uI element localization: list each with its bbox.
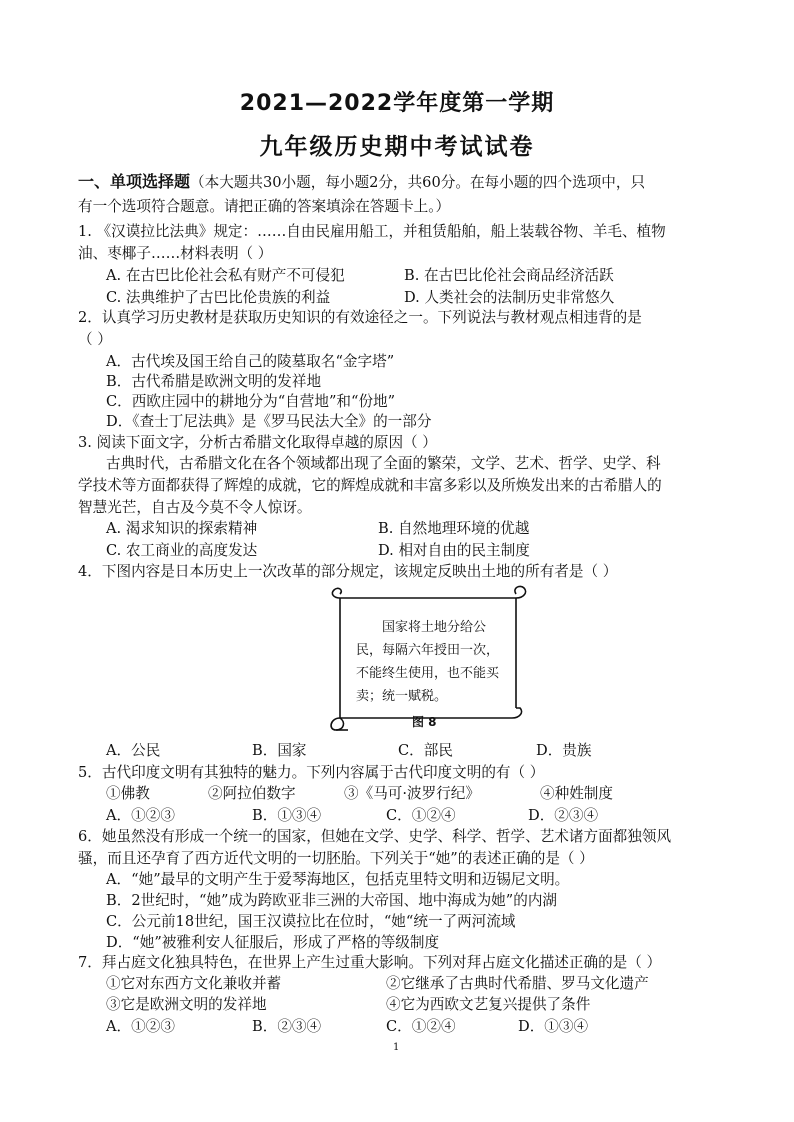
q3-passage-line-3: 智慧光芒，自古及今莫不令人惊讶。 [78,499,312,516]
scroll-line-1: 国家将土地分给公 [382,620,487,635]
q4-option-a: A．公民 [106,742,161,759]
q3-passage-line-1: 古典时代，古希腊文化在各个领域都出现了全面的繁荣，文学、艺术、哲学、史学、科 [106,455,661,472]
exam-title-year: 2021—2022学年度第一学期 [239,91,555,116]
q2-option-a: A．古代埃及国王给自己的陵墓取名“金字塔” [106,353,395,370]
q7-option-d: D．①③④ [518,1018,589,1035]
q6-option-c: C．公元前18世纪，国王汉谟拉比在位时，“她“统一了两河流域 [106,913,516,930]
q5-option-c: C．①②④ [386,807,456,824]
q3-option-d: D. 相对自由的民主制度 [378,542,530,559]
q1-option-c: C. 法典维护了古巴比伦贵族的利益 [106,289,331,306]
question-6-stem-cont: 骚，而且还孕育了西方近代文明的一切胚胎。下列关于“她”的表述正确的是（ ） [78,850,594,867]
question-7-stem: 7．拜占庭文化独具特色，在世界上产生过重大影响。下列对拜占庭文化描述正确的是（ ） [78,954,662,971]
q5-option-d: D．②③④ [528,807,599,824]
q3-passage-line-2: 学技术等方面都获得了辉煌的成就，它的辉煌成就和丰富多彩以及所焕发出来的古希腊人的 [78,477,662,494]
q3-option-c: C. 农工商业的高度发达 [106,542,258,559]
question-1-stem: 1. 《汉谟拉比法典》规定：……自由民雇用船工，并租赁船舶，船上装载谷物、羊毛、植物 [78,223,666,240]
scroll-line-4: 卖；统一赋税。 [356,689,448,704]
section-instructions-cont: 有一个选项符合题意。请把正确的答案填涂在答题卡上。） [78,198,451,215]
q6-option-b: B．2世纪时，“她”成为跨欧亚非三洲的大帝国、地中海成为她”的内湖 [106,892,558,909]
q7-option-a: A．①②③ [106,1018,175,1035]
q5-item-2: ②阿拉伯数字 [208,785,296,802]
question-3-stem: 3. 阅读下面文字，分析古希腊文化取得卓越的原因（ ） [78,434,437,451]
scroll-text [356,616,506,708]
q5-option-b: B．①③④ [252,807,322,824]
q2-option-d: D．《查士丁尼法典》是《罗马民法大全》的一部分 [106,413,432,430]
figure-label: 图 8 [412,715,437,729]
q7-item-2: ②它继承了古典时代希腊、罗马文化遗产 [386,975,649,992]
q7-item-4: ④它为西欧文艺复兴提供了条件 [386,996,591,1013]
scroll-line-3: 不能终生使用，也不能买 [356,666,500,681]
page-number: 1 [393,1042,400,1053]
section-instructions: （本大题共30小题，每小题2分，共60分。在每小题的四个选项中，只 [190,174,646,191]
q3-option-b: B. 自然地理环境的优越 [378,520,530,537]
q7-item-3: ③它是欧洲文明的发祥地 [106,996,267,1013]
q3-option-a: A. 渴求知识的探索精神 [106,520,258,537]
q6-option-d: D．“她”被雅利安人征服后，形成了严格的等级制度 [106,934,440,951]
q6-option-a: A．“她”最早的文明产生于爱琴海地区，包括克里特文明和迈锡尼文明。 [106,871,570,888]
q1-option-d: D. 人类社会的法制历史非常悠久 [404,289,615,306]
q4-option-b: B．国家 [252,742,307,759]
question-6-stem: 6．她虽然没有形成一个统一的国家，但她在文学、史学、科学、哲学、艺术诸方面都独领风 [78,828,672,845]
q7-item-1: ①它对东西方文化兼收并蓄 [106,975,282,992]
q5-option-a: A．①②③ [106,807,175,824]
q4-option-d: D．贵族 [536,742,592,759]
q4-option-c: C．部民 [398,742,453,759]
question-2-stem-cont: （ ） [78,331,112,348]
q5-item-1: ①佛教 [106,785,150,802]
section-header [78,172,645,193]
question-1-stem-cont: 油、枣椰子……材料表明（ ） [78,245,273,262]
section-heading: 一、单项选择题 [78,172,191,191]
question-4-stem: 4．下图内容是日本历史上一次改革的部分规定，该规定反映出土地的所有者是（ ） [78,563,618,580]
q2-option-c: C．西欧庄园中的耕地分为“自营地”和“份地” [106,393,396,410]
q1-option-a: A. 在古巴比伦社会私有财产不可侵犯 [106,267,345,284]
q2-option-b: B．古代希腊是欧洲文明的发祥地 [106,373,322,390]
question-2-stem: 2．认真学习历史教材是获取历史知识的有效途径之一。下列说法与教材观点相违背的是 [78,309,642,326]
question-5-stem: 5．古代印度文明有其独特的魅力。下列内容属于古代印度文明的有（ ） [78,764,545,781]
q5-item-3: ③《马可·波罗行纪》 [344,785,480,802]
scroll-line-2: 民，每隔六年授田一次， [356,643,500,658]
q1-option-b: B. 在古巴比伦社会商品经济活跃 [404,267,614,284]
exam-title: 九年级历史期中考试试卷 [259,134,535,160]
q7-option-c: C．①②④ [386,1018,456,1035]
q7-option-b: B．②③④ [252,1018,322,1035]
q5-item-4: ④种姓制度 [540,785,613,802]
